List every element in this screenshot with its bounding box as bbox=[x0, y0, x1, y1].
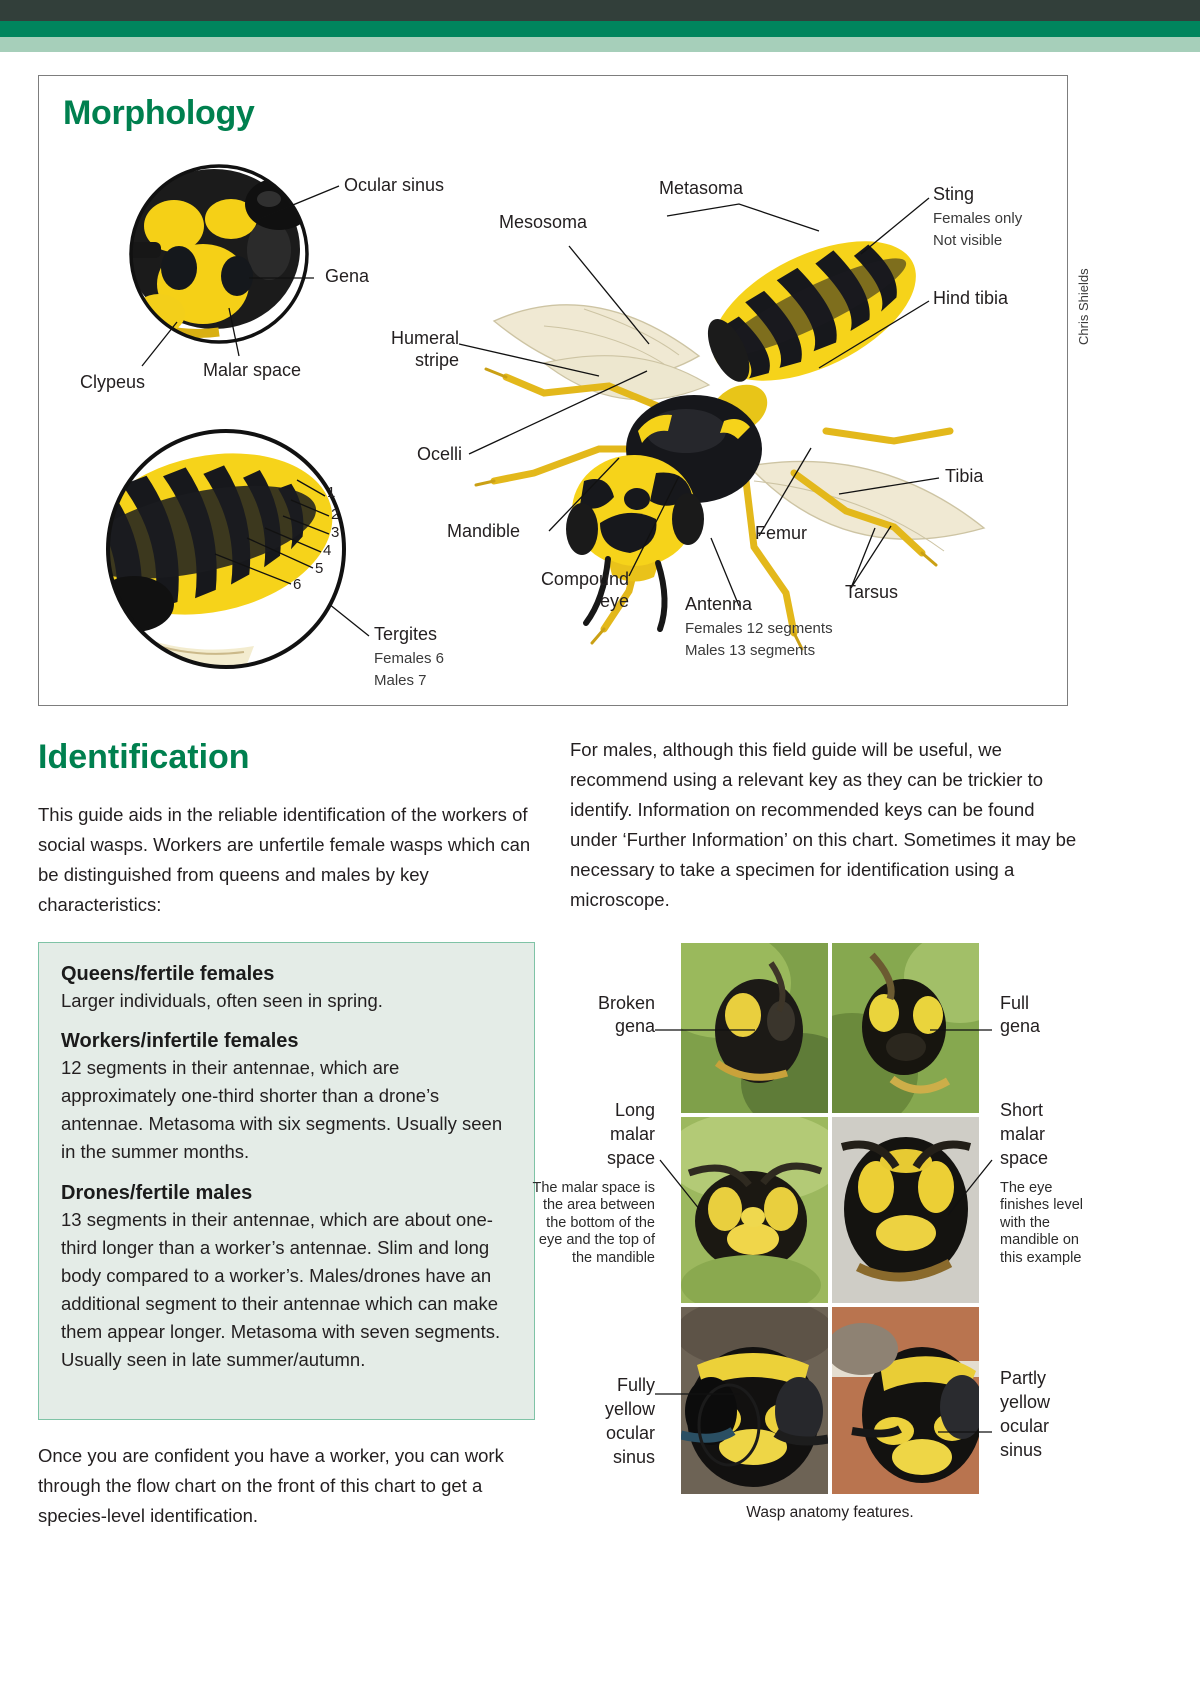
annotation-fully-yellow-line4: sinus bbox=[612, 1447, 655, 1467]
photo-long-malar-space bbox=[681, 1117, 828, 1303]
morphology-title: Morphology bbox=[63, 94, 255, 132]
label-tergites: Tergites bbox=[374, 624, 438, 644]
label-compound-eye-line1: Compound bbox=[540, 569, 629, 589]
identification-intro-right: For males, although this field guide will be useful, we recommend using a relevant key as they can be trickier to identify. Information on recommended keys can be found under ‘Further Information’ on this chart. Sometimes it may be necessary to take a specimen for identification using a microscope. bbox=[570, 739, 1077, 910]
top-bar-teal bbox=[0, 21, 1200, 37]
photo-fully-yellow-ocular-sinus bbox=[681, 1307, 828, 1494]
label-tarsus: Tarsus bbox=[845, 582, 899, 602]
photo-full-gena bbox=[832, 943, 979, 1113]
annotation-partly-yellow-line2: yellow bbox=[1000, 1392, 1051, 1412]
label-ocular-sinus: Ocular sinus bbox=[344, 175, 445, 195]
tergite-number-6: 6 bbox=[293, 576, 302, 593]
workers-heading: Workers/infertile females bbox=[61, 1030, 299, 1053]
annotation-short-malar-line2: malar bbox=[1000, 1124, 1046, 1144]
label-humeral-stripe-line1: Humeral bbox=[390, 328, 459, 348]
photo-short-malar-space bbox=[832, 1117, 979, 1303]
illustrator-credit: Chris Shields bbox=[1076, 268, 1091, 345]
label-clypeus: Clypeus bbox=[80, 372, 146, 392]
annotation-short-malar-line3: space bbox=[1000, 1148, 1049, 1168]
photo-broken-gena bbox=[681, 943, 828, 1113]
label-femur: Femur bbox=[755, 523, 808, 543]
tergite-number-4: 4 bbox=[323, 542, 332, 559]
label-sting: Sting bbox=[933, 184, 975, 204]
label-hind-tibia: Hind tibia bbox=[933, 288, 1009, 308]
queens-heading: Queens/fertile females bbox=[61, 963, 275, 985]
annotation-partly-yellow-line3: ocular bbox=[1000, 1416, 1050, 1436]
label-compound-eye-line2: eye bbox=[599, 591, 629, 611]
annotation-partly-yellow-line4: sinus bbox=[1000, 1440, 1043, 1460]
caste-info-box bbox=[38, 942, 535, 1420]
annotation-full-gena-line2: gena bbox=[1000, 1016, 1041, 1036]
label-tibia: Tibia bbox=[945, 466, 984, 486]
wasp-head-closeup-illustration bbox=[119, 164, 319, 344]
label-ocelli: Ocelli bbox=[417, 444, 463, 464]
label-tergites-females: Females 6 bbox=[374, 650, 445, 667]
annotation-long-malar-line3: space bbox=[606, 1148, 655, 1168]
identification-intro-left: This guide aids in the reliable identification of the workers of social wasps. Workers are unfertile female wasps which can be distinguished from queens and males by key characteristics: bbox=[38, 804, 531, 915]
tergite-number-1: 1 bbox=[327, 484, 336, 501]
tergite-number-3: 3 bbox=[331, 524, 340, 541]
label-antenna-males: Males 13 segments bbox=[685, 642, 816, 659]
annotation-fully-yellow-line1: Fully bbox=[616, 1375, 655, 1395]
annotation-short-malar-note: The eye finishes level with the mandible on this example bbox=[1000, 1180, 1084, 1266]
annotation-partly-yellow-line1: Partly bbox=[1000, 1368, 1047, 1388]
label-tergites-males: Males 7 bbox=[374, 672, 427, 689]
identification-title: Identification bbox=[38, 738, 250, 776]
wasp-abdomen-closeup-illustration bbox=[104, 424, 349, 674]
morphology-panel bbox=[38, 75, 1068, 706]
annotation-broken-gena-line2: gena bbox=[614, 1016, 655, 1036]
photo-grid-caption: Wasp anatomy features. bbox=[746, 1504, 914, 1521]
label-mandible: Mandible bbox=[447, 521, 521, 541]
annotation-fully-yellow-line3: ocular bbox=[605, 1423, 655, 1443]
tergite-number-5: 5 bbox=[315, 560, 324, 577]
label-sting-not-visible: Not visible bbox=[933, 232, 1003, 249]
annotation-long-malar-line1: Long bbox=[614, 1100, 655, 1120]
queens-body: Larger individuals, often seen in spring. bbox=[61, 990, 383, 1011]
tergite-number-2: 2 bbox=[331, 506, 340, 523]
wasp-anatomy-photo-grid bbox=[681, 943, 979, 1494]
label-metasoma: Metasoma bbox=[659, 178, 744, 198]
annotation-short-malar-line1: Short bbox=[1000, 1100, 1044, 1120]
label-antenna-females: Females 12 segments bbox=[685, 620, 833, 637]
label-malar-space: Malar space bbox=[203, 360, 302, 380]
label-antenna: Antenna bbox=[685, 594, 753, 614]
identification-closing: Once you are confident you have a worker, you can work through the flow chart on the front of this chart to get a species-level identification. bbox=[38, 1445, 504, 1526]
top-bar-dark bbox=[0, 0, 1200, 21]
label-humeral-stripe-line2: stripe bbox=[414, 350, 459, 370]
drones-heading: Drones/fertile males bbox=[61, 1181, 253, 1204]
annotation-full-gena-line1: Full bbox=[1000, 993, 1030, 1013]
label-gena: Gena bbox=[325, 266, 370, 286]
annotation-long-malar-line2: malar bbox=[609, 1124, 655, 1144]
annotation-broken-gena-line1: Broken bbox=[597, 993, 655, 1013]
top-bar-light bbox=[0, 37, 1200, 52]
drones-body: 13 segments in their antennae, which are about one-third longer than a worker’s antennae. Slim and long body compared to a worker’s. Males/drones have an additional segment to their antennae which can make them appear longer. Metasoma with seven segments. Usually seen in late summer/autumn. bbox=[61, 1208, 501, 1371]
workers-body: 12 segments in their antennae, which are approximately one-third shorter than a drone’s antennae. Metasoma with six segments. Usually seen in the summer months. bbox=[61, 1057, 503, 1163]
label-sting-females-only: Females only bbox=[933, 210, 1023, 227]
label-mesosoma: Mesosoma bbox=[499, 212, 588, 232]
annotation-long-malar-note: The malar space is the area between the bottom of the eye and the top of the mandible bbox=[532, 1180, 655, 1266]
photo-partly-yellow-ocular-sinus bbox=[832, 1307, 979, 1494]
annotation-fully-yellow-line2: yellow bbox=[604, 1399, 655, 1419]
